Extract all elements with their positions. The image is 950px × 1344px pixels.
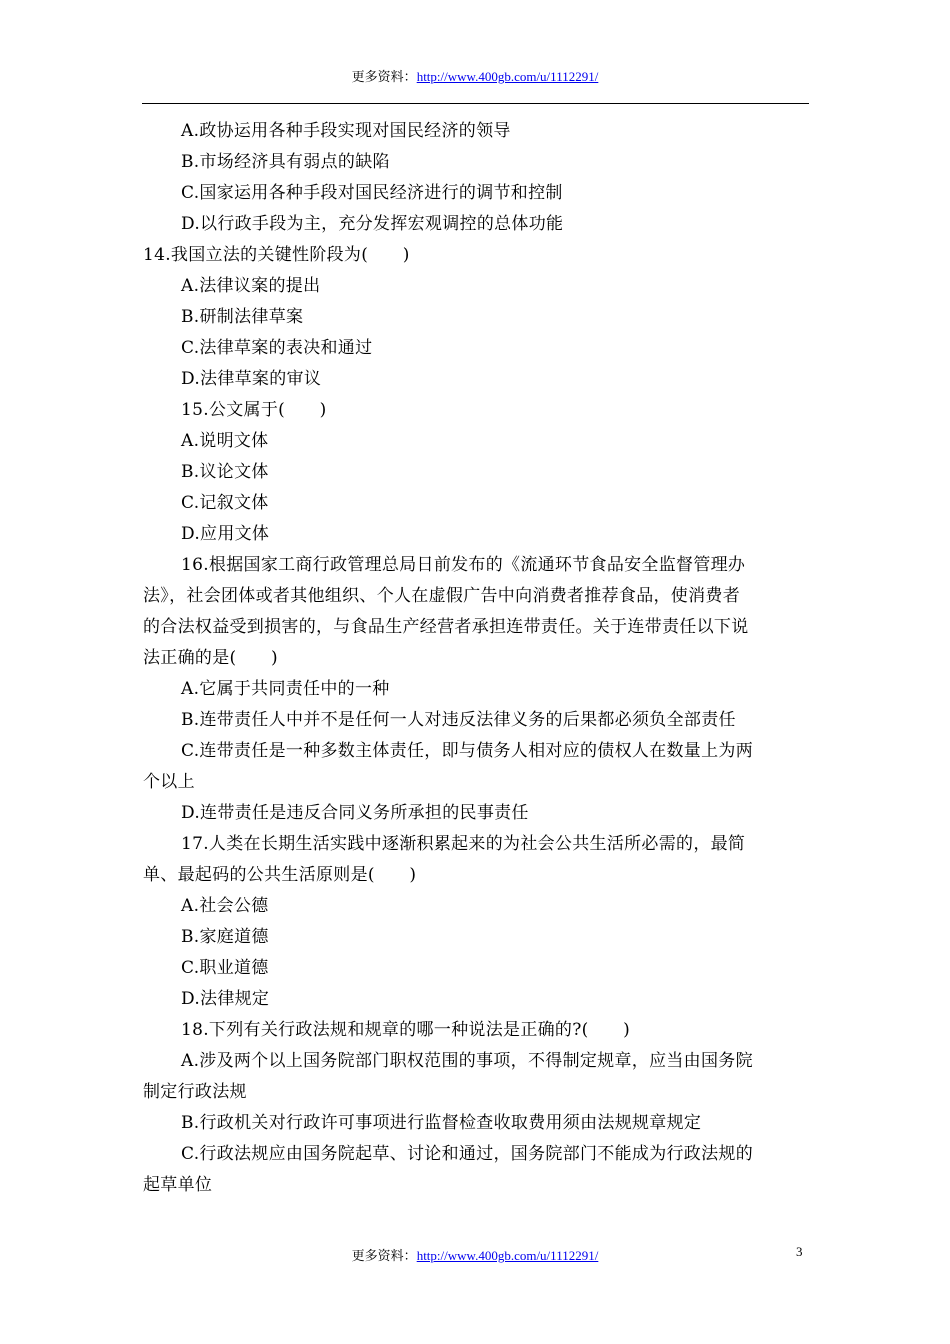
text-line: B.议论文体 (181, 462, 269, 482)
text-line: 法正确的是( ) (143, 648, 278, 668)
text-line: D.法律草案的审议 (181, 369, 322, 389)
header-link[interactable]: http://www.400gb.com/u/1112291/ (416, 69, 599, 84)
text-line: D.以行政手段为主，充分发挥宏观调控的总体功能 (181, 214, 564, 234)
text-line: D.连带责任是违反合同义务所承担的民事责任 (181, 803, 529, 823)
text-line: A.它属于共同责任中的一种 (181, 679, 390, 699)
text-line: 的合法权益受到损害的，与食品生产经营者承担连带责任。关于连带责任以下说 (143, 617, 749, 637)
header-label: 更多资料： (351, 69, 417, 84)
text-line: A.社会公德 (181, 896, 269, 916)
text-line: 18.下列有关行政法规和规章的哪一种说法是正确的?( ) (181, 1020, 631, 1040)
footer-label: 更多资料： (351, 1248, 417, 1263)
header-divider (142, 103, 809, 104)
text-line: C.行政法规应由国务院起草、讨论和通过，国务院部门不能成为行政法规的 (181, 1144, 754, 1164)
text-line: 17.人类在长期生活实践中逐渐积累起来的为社会公共生活所必需的，最简 (181, 834, 746, 854)
text-line: 16.根据国家工商行政管理总局日前发布的《流通环节食品安全监督管理办 (181, 555, 746, 575)
text-line: A.政协运用各种手段实现对国民经济的领导 (181, 121, 511, 141)
text-line: 15.公文属于( ) (181, 400, 327, 420)
text-line: A.涉及两个以上国务院部门职权范围的事项，不得制定规章，应当由国务院 (181, 1051, 753, 1071)
text-line: 14.我国立法的关键性阶段为( ) (143, 245, 410, 265)
page-footer (0, 1245, 950, 1264)
text-line: A.说明文体 (181, 431, 269, 451)
text-line: A.法律议案的提出 (181, 276, 321, 296)
text-line: B.行政机关对行政许可事项进行监督检查收取费用须由法规规章规定 (181, 1113, 702, 1133)
text-line: D.应用文体 (181, 524, 270, 544)
text-line: C.连带责任是一种多数主体责任，即与债务人相对应的债权人在数量上为两 (181, 741, 754, 761)
text-line: 单、最起码的公共生活原则是( ) (143, 865, 417, 885)
text-line: B.市场经济具有弱点的缺陷 (181, 152, 390, 172)
text-line: B.连带责任人中并不是任何一人对违反法律义务的后果都必须负全部责任 (181, 710, 736, 730)
text-line: 个以上 (143, 772, 195, 792)
page-header (0, 66, 950, 85)
text-line: C.法律草案的表决和通过 (181, 338, 373, 358)
page-number: 3 (796, 1244, 803, 1259)
text-line: B.家庭道德 (181, 927, 269, 947)
text-line: C.职业道德 (181, 958, 269, 978)
footer-link[interactable]: http://www.400gb.com/u/1112291/ (416, 1248, 599, 1263)
text-line: D.法律规定 (181, 989, 270, 1009)
text-line: C.国家运用各种手段对国民经济进行的调节和控制 (181, 183, 563, 203)
document-body (143, 116, 809, 1201)
text-line: C.记叙文体 (181, 493, 269, 513)
text-line: B.研制法律草案 (181, 307, 304, 327)
text-line: 起草单位 (143, 1175, 213, 1195)
text-line: 法》，社会团体或者其他组织、个人在虚假广告中向消费者推荐食品，使消费者 (143, 586, 740, 606)
text-line: 制定行政法规 (143, 1082, 247, 1102)
